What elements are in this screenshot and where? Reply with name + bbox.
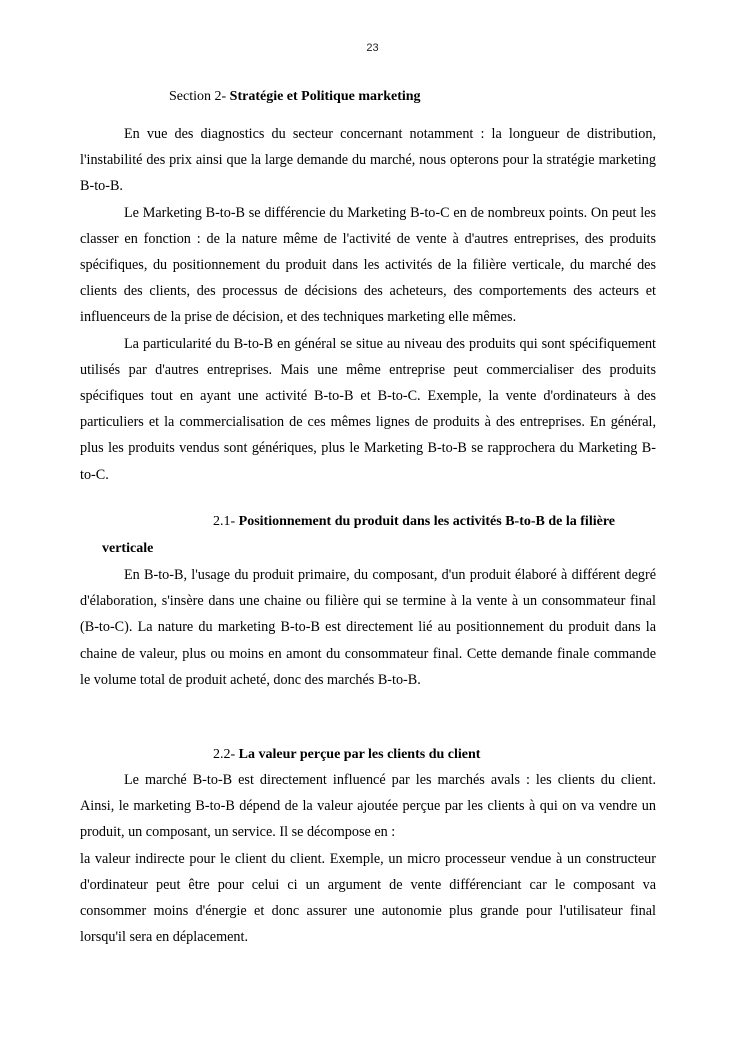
section-body (80, 121, 656, 488)
section-title: Stratégie et Politique marketing (229, 89, 421, 104)
paragraph: Le Marketing B-to-B se différencie du Marketing B-to-C en de nombreux points. On peut les classer en fonction : de la nature même de l'activité de vente à d'autres entreprises, des produits spécifiques, du positionnement du produit dans les activités de la filière verticale, du marché des clients des clients, des processus de décisions des acheteurs, des comportements des acteurs et influenceurs de la prise de décision, et des techniques marketing elle mêmes. (80, 204, 656, 326)
paragraph: la valeur indirecte pour le client du client. Exemple, un micro processeur vendue à un constructeur d'ordinateur peut être pour celui ci un argument de vente différenciant car le composant va consommer moins d'énergie et donc assurer une autonomie plus grande pour l'utilisateur final lorsqu'il sera en déplacement. (80, 850, 656, 946)
page-number: 23 (366, 42, 379, 54)
paragraph: En B-to-B, l'usage du produit primaire, du composant, d'un produit élaboré à différent degré d'élaboration, s'insère dans une chaine ou filière qui se termine à la vente à un consommateur final (B-to-C). La nature du marketing B-to-B est directement lié au positionnement du produit dans la chaine de valeur, plus ou moins en amont du consommateur final. Cette demande finale commande le volume total de produit acheté, donc des marchés B-to-B. (80, 567, 656, 688)
subsection-number: 2.1- (213, 514, 239, 529)
paragraph: Le marché B-to-B est directement influencé par les marchés avals : les clients du client. Ainsi, le marketing B-to-B dépend de la valeur ajoutée perçue par les clients à qui on va vendre un produit, un composant, un service. Il se décompose en : (80, 772, 656, 841)
section-heading (169, 89, 421, 105)
subsection-2-1-body (80, 562, 656, 693)
paragraph: La particularité du B-to-B en général se situe au niveau des produits qui sont spécifiquement utilisés par d'autres entreprises. Mais une même entreprise peut commercialiser des produits spécifiques tout en ayant une activité B-to-B et B-to-C. Exemple, la vente d'ordinateurs à des particuliers et la commercialisation de ces mêmes lignes de produits à des entreprises. En général, plus les produits vendus sont génériques, plus le Marketing B-to-B se rapprochera du Marketing B-to-C. (80, 335, 656, 483)
section-prefix: Section 2- (169, 89, 230, 104)
subsection-title: La valeur perçue par les clients du client (238, 747, 481, 762)
subsection-title-continuation: verticale (102, 541, 154, 556)
subsection-heading-2-1 (213, 514, 615, 530)
subsection-title: Positionnement du produit dans les activités B-to-B de la filière (238, 514, 615, 529)
subsection-number: 2.2- (213, 747, 239, 762)
subsection-2-2-body (80, 767, 656, 950)
paragraph: En vue des diagnostics du secteur concernant notamment : la longueur de distribution, l'instabilité des prix ainsi que la large demande du marché, nous opterons pour la stratégie marketing B-to-B. (80, 126, 656, 195)
subsection-heading-2-2 (213, 747, 480, 763)
